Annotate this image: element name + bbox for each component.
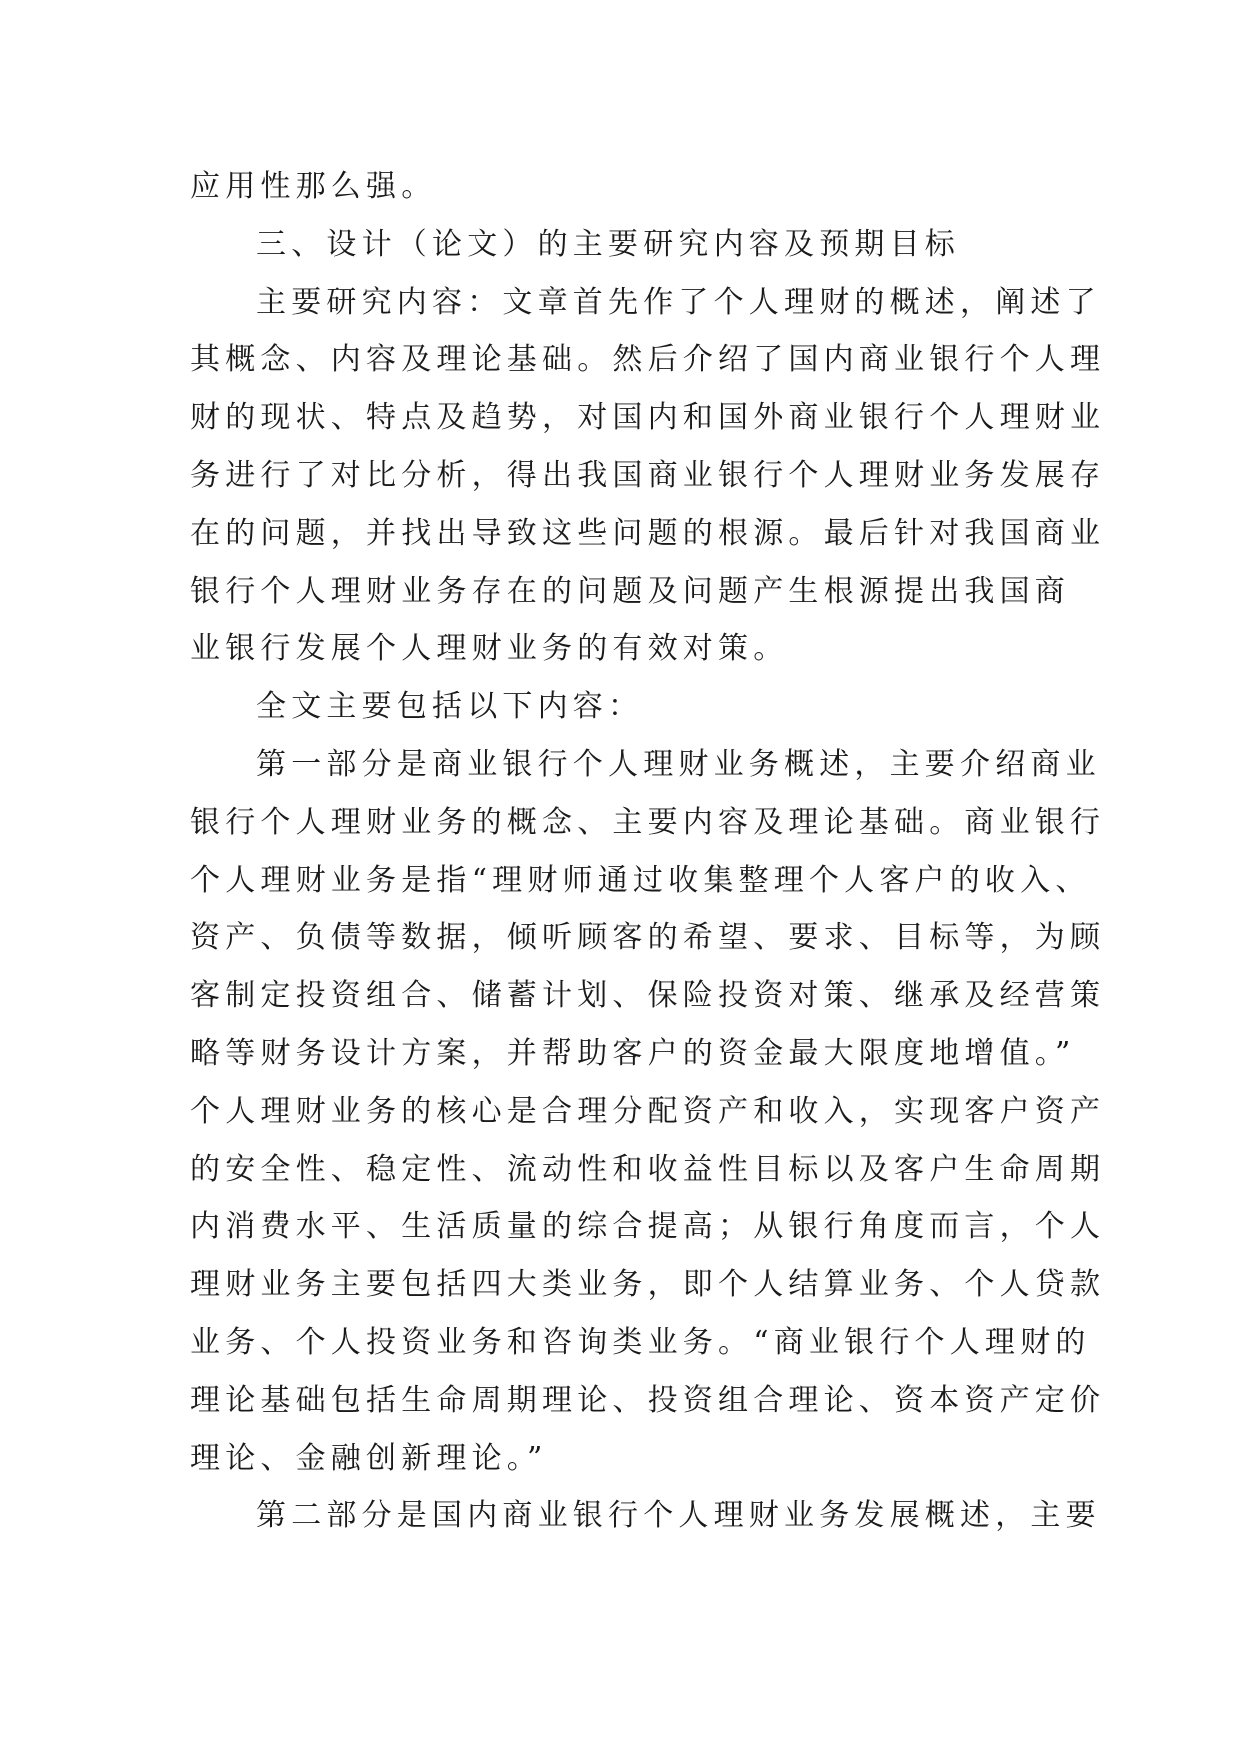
text-line: 在的问题，并找出导致这些问题的根源。最后针对我国商业 <box>190 515 1106 551</box>
text-line: 主要研究内容：文章首先作了个人理财的概述，阐述了 <box>256 284 1101 320</box>
text-line: 应用性那么强。 <box>190 169 437 204</box>
text-line: 理财业务主要包括四大类业务，即个人结算业务、个人贷款 <box>190 1267 1106 1303</box>
text-line: 银行个人理财业务存在的问题及问题产生根源提出我国商 <box>190 573 1070 609</box>
text-line: 财的现状、特点及趋势，对国内和国外商业银行个人理财业 <box>190 400 1106 436</box>
text-line: 内消费水平、生活质量的综合提高；从银行角度而言，个人 <box>190 1209 1106 1245</box>
text-line: 全文主要包括以下内容： <box>256 689 644 725</box>
text-line: 个人理财业务的核心是合理分配资产和收入，实现客户资产 <box>190 1093 1106 1129</box>
text-line: 其概念、内容及理论基础。然后介绍了国内商业银行个人理 <box>190 342 1106 378</box>
text-line: 理论基础包括生命周期理论、投资组合理论、资本资产定价 <box>190 1382 1106 1418</box>
text-line: 的安全性、稳定性、流动性和收益性目标以及客户生命周期 <box>190 1151 1106 1187</box>
body-text <box>190 158 1106 1545</box>
text-line: 业务、个人投资业务和咨询类业务。“商业银行个人理财的 <box>190 1324 1091 1360</box>
text-line: 客制定投资组合、储蓄计划、保险投资对策、继承及经营策 <box>190 978 1106 1014</box>
text-line: 第一部分是商业银行个人理财业务概述，主要介绍商业 <box>256 746 1101 782</box>
text-line: 个人理财业务是指“理财师通过收集整理个人客户的收入、 <box>190 862 1091 898</box>
text-line: 银行个人理财业务的概念、主要内容及理论基础。商业银行 <box>190 804 1106 840</box>
section-heading: 三、设计（论文）的主要研究内容及预期目标 <box>256 226 960 262</box>
text-line: 资产、负债等数据，倾听顾客的希望、要求、目标等，为顾 <box>190 920 1106 956</box>
text-line: 略等财务设计方案，并帮助客户的资金最大限度地增值。” <box>190 1035 1076 1071</box>
text-line: 第二部分是国内商业银行个人理财业务发展概述，主要 <box>256 1498 1101 1534</box>
text-line: 业银行发展个人理财业务的有效对策。 <box>190 631 789 667</box>
text-line: 理论、金融创新理论。” <box>190 1440 548 1476</box>
text-line: 务进行了对比分析，得出我国商业银行个人理财业务发展存 <box>190 457 1106 493</box>
